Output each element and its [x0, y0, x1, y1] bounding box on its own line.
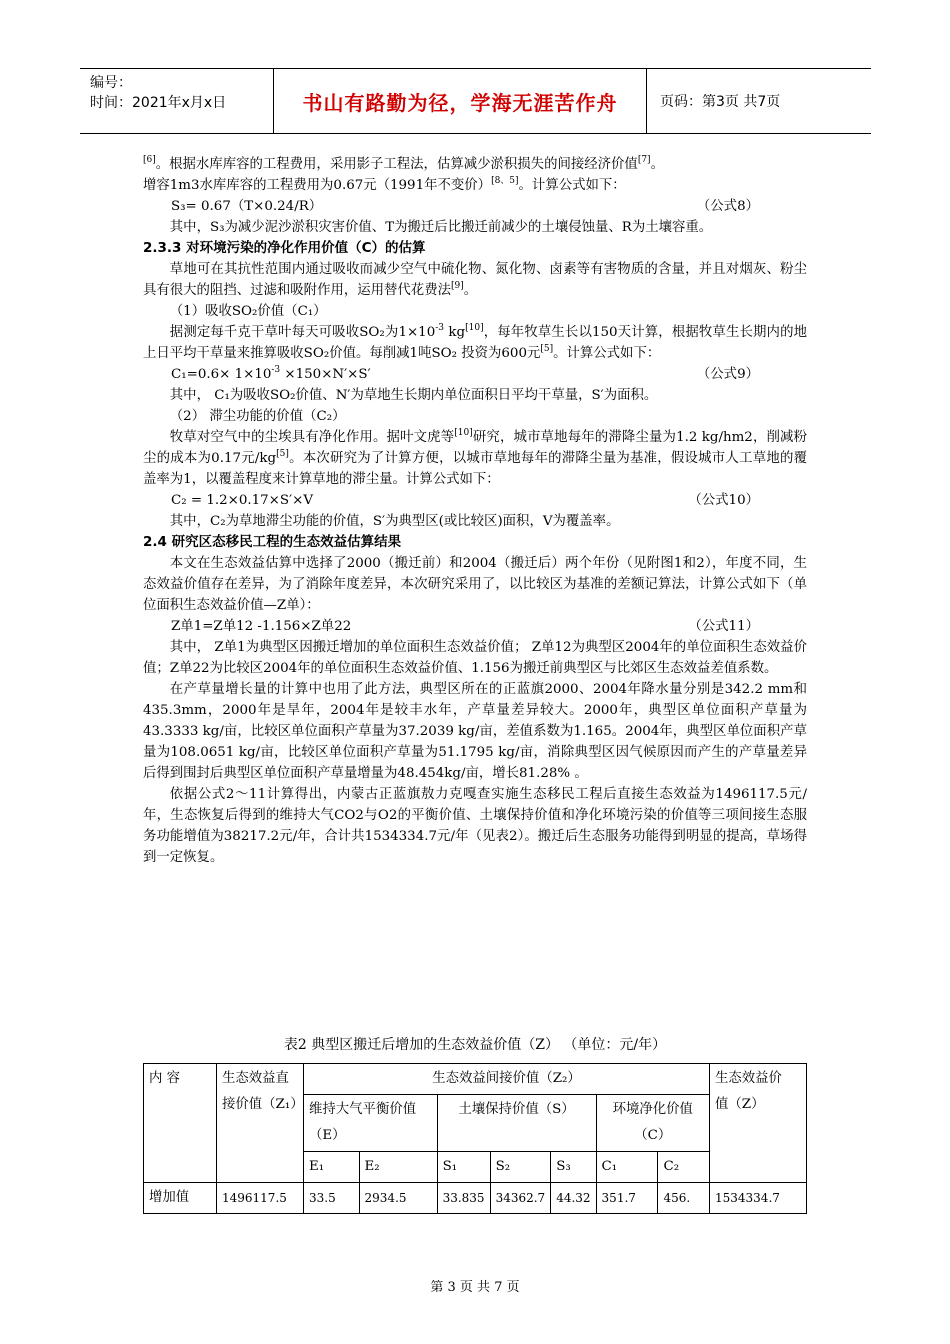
subheading-so2: （1）吸收SO₂价值（C₁） — [169, 304, 327, 319]
doc-number-label: 编号： — [90, 75, 132, 91]
header-motto: 书山有路勤为径，学海无涯苦作舟 — [273, 69, 647, 133]
subheading-dust: （2） 滞尘功能的价值（C₂） — [169, 409, 346, 424]
table-cell-z1: 1496117.5 — [217, 1183, 304, 1214]
paragraph: 其中，C₂为草地滞尘功能的价值，S′为典型区(或比较区)面积，V为覆盖率。 — [169, 514, 620, 529]
table-sub-c1: C₁ — [596, 1152, 658, 1183]
paragraph: 牧草对空气中的尘埃具有净化作用。据叶文虎等[10]研究，城市草地每年的滞降尘量为1.2 kg/hm2，削减粉尘的成本为0.17元/kg[5]。本次研究为了计算方便，以城市草地每年的滞降尘量为基准，假设城市人工草地的覆盖率为1，以覆盖程度来计算草地的滞尘量。计算公式如下： — [143, 428, 807, 487]
page-header — [80, 68, 871, 134]
formula-8: S₃= 0.67（T×0.24/R） （公式8） — [171, 199, 759, 214]
document-body — [143, 154, 807, 868]
eco-benefit-table — [143, 1063, 807, 1214]
paragraph: 依据公式2～11计算得出，内蒙古正蓝旗敖力克嘎查实施生态移民工程后直接生态效益为1496117.5元/年，生态恢复后得到的维持大气CO2与O2的平衡价值、土壤保持价值和净化环境污染的价值等三项间接生态服务功能增值为38217.2元/年，合计共1534334.7元/年（见表2）。搬迁后生态服务功能得到明显的提高，草场得到一定恢复。 — [143, 787, 807, 865]
table-header-indirect: 生态效益间接价值（Z₂） — [304, 1064, 710, 1095]
table-sub-e2: E₂ — [359, 1152, 437, 1183]
table-cell-s1: 33.835 — [437, 1183, 490, 1214]
table-cell-e1: 33.5 — [304, 1183, 360, 1214]
table-sub-s1: S₁ — [437, 1152, 490, 1183]
table-cell-z: 1534334.7 — [710, 1183, 807, 1214]
table-cell-s2: 34362.7 — [490, 1183, 551, 1214]
table-header-s: 土壤保持价值（S） — [437, 1095, 596, 1152]
table-row-label: 增加值 — [144, 1183, 217, 1214]
table-sub-s2: S₂ — [490, 1152, 551, 1183]
table-cell-c1: 351.7 — [596, 1183, 658, 1214]
paragraph: [6]。根据水库库容的工程费用，采用影子工程法，估算减少淤积损失的间接经济价值[7]。 — [143, 155, 664, 172]
section-heading-2-3-3: 2.3.3 对环境污染的净化作用价值（C）的估算 — [143, 240, 426, 256]
table-header-e: 维持大气平衡价值（E） — [304, 1095, 438, 1152]
paragraph: 其中， Z单1为典型区因搬迁增加的单位面积生态效益价值； Z单12为典型区2004年的单位面积生态效益价值；Z单22为比较区2004年的单位面积生态效益价值、1.156为搬迁前典型区与比郊区生态效益差值系数。 — [143, 640, 807, 676]
paragraph: 在产草量增长量的计算中也用了此方法，典型区所在的正蓝旗2000、2004年降水量分别是342.2 mm和435.3mm，2000年是旱年，2004年是较丰水年，产草量差异较大。2000年，典型区单位面积产草量为43.3333 kg/亩，比较区单位面积产草量为37.2039 kg/亩，差值系数为1.165。2004年，典型区单位面积产草量为108.0651 kg/亩，比较区单位面积产草量为51.1795 kg/亩，消除典型区因气候原因而产生的产草量差异后得到围封后典型区单位面积产草量增量为48.454kg/亩，增长81.28% 。 — [143, 682, 807, 781]
formula-9: $C_1=0.6\times 1\times 10^{-3} \times 150\times N'\times S'$ （公式9） — [171, 365, 759, 382]
table-caption: 表2 典型区搬迁后增加的生态效益价值（Z） （单位：元/年） — [283, 1037, 667, 1053]
page-footer: 第 3 页 共 7 页 — [430, 1280, 520, 1295]
table-cell-e2: 2934.5 — [359, 1183, 437, 1214]
header-page-label: 页码：第3页 共7页 — [660, 94, 781, 110]
table-sub-e1: E₁ — [304, 1152, 360, 1183]
table-header-c: 环境净化价值（C） — [596, 1095, 709, 1152]
formula-11: Z单1=Z单12 -1.156×Z单22 （公式11） — [171, 619, 759, 634]
paragraph: 本文在生态效益估算中选择了2000（搬迁前）和2004（搬迁后）两个年份（见附图1和2），年度不同，生态效益价值存在差异，为了消除年度差异，本次研究采用了，以比较区为基准的差额记算法，计算公式如下（单位面积生态效益价值—Z单）： — [143, 556, 807, 613]
paragraph: 草地可在其抗性范围内通过吸收而减少空气中硫化物、氮化物、卤素等有害物质的含量，并且对烟灰、粉尘具有很大的阻挡、过滤和吸附作用，运用替代花费法[9]。 — [143, 262, 807, 298]
table-header-direct: 生态效益直接价值（Z₁） — [217, 1064, 304, 1183]
section-heading-2-4: 2.4 研究区态移民工程的生态效益估算结果 — [143, 534, 402, 550]
header-meta — [80, 69, 270, 137]
table-header-content: 内 容 — [144, 1064, 217, 1183]
paragraph: 其中， C₁为吸收SO₂价值、N′为草地生长期内单位面积日平均干草量，S′为面积。 — [169, 388, 658, 403]
table-header-total: 生态效益价 值（Z） — [710, 1064, 807, 1183]
paragraph: 据测定每千克干草叶每天可吸收SO₂为$1\times 10^{-3}$ kg[10]，每年牧草生长以150天计算，根据牧草生长期内的地上日平均干草量来推算吸收SO₂价值。每削减1吨SO₂ 投资为600元[5]。计算公式如下： — [143, 323, 808, 361]
table-sub-s3: S₃ — [551, 1152, 596, 1183]
paragraph: 其中，S₃为减少泥沙淤积灾害价值、T为搬迁后比搬迁前减少的土壤侵蚀量、R为土壤容重。 — [169, 220, 713, 235]
doc-date-label: 时间：2021年x月x日 — [90, 95, 227, 111]
paragraph: 增容1m3水库库容的工程费用为0.67元（1991年不变价）[8、5]。计算公式如下： — [143, 176, 626, 193]
table-cell-c2: 456. — [658, 1183, 710, 1214]
formula-10: C₂ = 1.2×0.17×S′×V （公式10） — [171, 493, 759, 508]
table-cell-s3: 44.32 — [551, 1183, 596, 1214]
table-sub-c2: C₂ — [658, 1152, 710, 1183]
